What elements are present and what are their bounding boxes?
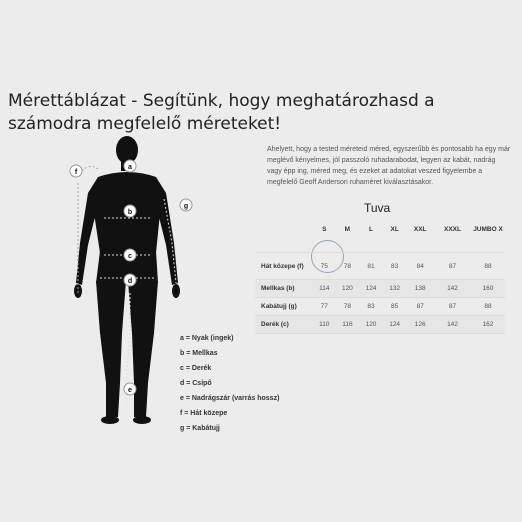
label-g-text: g — [183, 203, 189, 210]
table-cell: 75 — [313, 253, 336, 280]
table-cell: 110 — [313, 316, 336, 334]
legend-item-e: e = Nadrágszár (varrás hossz) — [180, 395, 280, 402]
table-cell: 84 — [406, 253, 434, 280]
table-cell: 120 — [336, 280, 360, 298]
table-cell: 87 — [434, 298, 471, 316]
legend-item-b: b = Mellkas — [180, 350, 218, 357]
table-row — [255, 316, 505, 334]
header-cell: M — [336, 222, 360, 253]
table-header-row — [255, 222, 505, 253]
table-cell: 83 — [359, 298, 383, 316]
table-row — [255, 280, 505, 298]
header-cell: JUMBO X — [471, 222, 505, 253]
header-cell: S — [313, 222, 336, 253]
table-cell: 142 — [434, 280, 471, 298]
label-f-text: f — [74, 169, 78, 176]
table-cell: 88 — [471, 298, 505, 316]
legend-item-c: c = Derék — [180, 365, 212, 372]
header-cell: L — [359, 222, 383, 253]
row-label: Mellkas (b) — [255, 280, 313, 298]
row-label: Derék (c) — [255, 316, 313, 334]
legend-item-a: a = Nyak (ingek) — [180, 335, 234, 342]
intro-text: Ahelyett, hogy a tested méreteid méred, egyszerűbb és pontosabb ha egy már meglévő kényelmes, jól passzoló ruhadarabodat, legyen az kabát, nadrág vagy épp ing, méred meg, és ezeket at adatokat veszed figyelembe a megfelelő Geoff Anderson ruhaméret kiválasztásakor. — [267, 146, 511, 186]
table-cell: 124 — [359, 280, 383, 298]
header-cell — [255, 222, 313, 253]
label-c-text: c — [128, 253, 132, 260]
table-cell: 126 — [406, 316, 434, 334]
table-cell: 160 — [471, 280, 505, 298]
table-cell: 88 — [471, 253, 505, 280]
table-cell: 83 — [383, 253, 407, 280]
size-table — [255, 222, 505, 334]
table-row — [255, 253, 505, 280]
row-label: Kabátujj (g) — [255, 298, 313, 316]
label-b-text: b — [127, 209, 133, 216]
measurement-legend — [180, 331, 279, 436]
table-cell: 162 — [471, 316, 505, 334]
table-cell: 78 — [336, 253, 360, 280]
legend-item-d: d = Csípő — [180, 380, 212, 387]
table-cell: 124 — [383, 316, 407, 334]
table-cell: 132 — [383, 280, 407, 298]
table-cell: 77 — [313, 298, 336, 316]
label-a-text: a — [128, 164, 132, 171]
table-cell: 120 — [359, 316, 383, 334]
header-cell: XXL — [406, 222, 434, 253]
header-cell: XXXL — [434, 222, 471, 253]
table-cell: 85 — [383, 298, 407, 316]
table-title: Tuva — [364, 201, 391, 215]
table-cell: 116 — [336, 316, 360, 334]
table-cell: 138 — [406, 280, 434, 298]
header-cell: XL — [383, 222, 407, 253]
table-row — [255, 298, 505, 316]
label-e-text: e — [128, 387, 132, 394]
table-cell: 81 — [359, 253, 383, 280]
table-cell: 142 — [434, 316, 471, 334]
legend-item-g: g = Kabátujj — [180, 425, 220, 432]
table-cell: 78 — [336, 298, 360, 316]
label-d-text: d — [127, 278, 133, 285]
table-cell: 87 — [434, 253, 471, 280]
page-title: Mérettáblázat - Segítünk, hogy meghatározhasd a számodra megfelelő méreteket! — [8, 91, 435, 134]
row-label: Hát közepe (f) — [255, 253, 313, 280]
table-cell: 114 — [313, 280, 336, 298]
legend-item-f: f = Hát közepe — [180, 410, 228, 417]
table-cell: 87 — [406, 298, 434, 316]
